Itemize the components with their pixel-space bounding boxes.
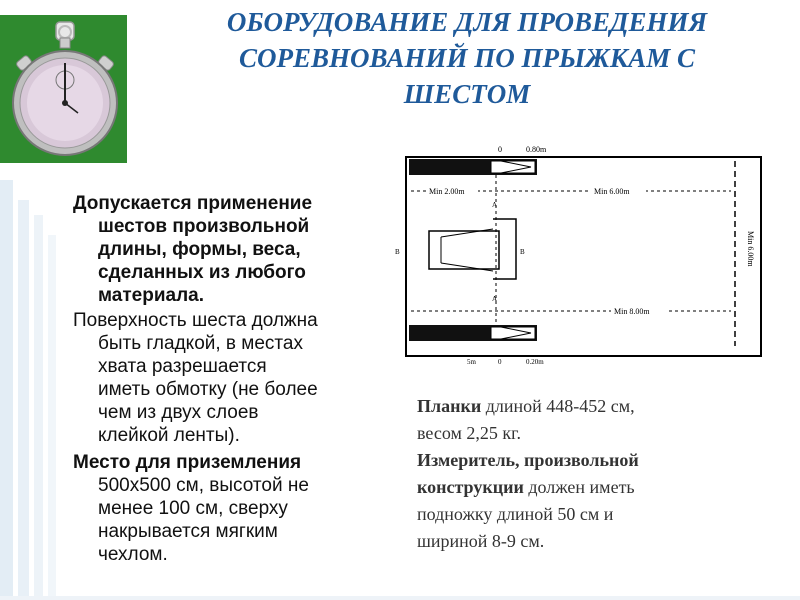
landing-lead: Место для приземления bbox=[73, 452, 302, 473]
surface-line-6: клейкой ленты). bbox=[98, 425, 240, 446]
stopwatch-icon bbox=[4, 18, 126, 164]
diagram-bottom-020: 0.20m bbox=[526, 358, 544, 366]
measurer-line-3: подножку длиной 50 см и bbox=[417, 504, 614, 524]
title-line-2: СОРЕВНОВАНИЙ ПО ПРЫЖКАМ С bbox=[238, 43, 696, 73]
measurer-line-2 bbox=[417, 474, 757, 501]
measurer-line-4: шириной 8-9 см. bbox=[417, 531, 545, 551]
measurer-term-2: конструкции bbox=[417, 477, 524, 497]
measurer-term: Измеритель, произвольной bbox=[417, 450, 639, 470]
page-title bbox=[172, 4, 762, 112]
diagram-min-left: Min 2.00m bbox=[429, 187, 465, 196]
poles-line-2: шестов произвольной bbox=[98, 216, 310, 237]
landing-line-2: менее 100 см, сверху bbox=[98, 498, 288, 519]
landing-line-3: накрывается мягким bbox=[98, 521, 278, 542]
poles-line-4: сделанных из любого bbox=[98, 262, 306, 283]
surface-line-3: хвата разрешается bbox=[98, 356, 267, 377]
crossbar-line-1 bbox=[417, 393, 757, 420]
poles-line-1: Допускается применение bbox=[73, 193, 313, 214]
crossbar-weight: весом 2,25 кг. bbox=[417, 423, 521, 443]
diagram-label-b-right: B bbox=[520, 248, 525, 256]
title-line-1: ОБОРУДОВАНИЕ ДЛЯ ПРОВЕДЕНИЯ bbox=[226, 7, 708, 37]
poles-paragraph bbox=[73, 192, 403, 307]
crossbar-length: длиной 448-452 см, bbox=[481, 396, 635, 416]
landing-paragraph bbox=[73, 451, 403, 566]
poles-line-3: длины, формы, веса, bbox=[98, 239, 301, 260]
right-text-block bbox=[417, 393, 757, 555]
measurer-rest: должен иметь bbox=[523, 477, 635, 497]
surface-line-2: быть гладкой, в местах bbox=[98, 333, 303, 354]
diagram-top-dim: 0.80m bbox=[526, 145, 547, 154]
title-line-3: ШЕСТОМ bbox=[403, 79, 531, 109]
landing-area-diagram bbox=[381, 141, 773, 368]
diagram-label-a-bottom: A bbox=[492, 295, 498, 303]
diagram-top-zero: 0 bbox=[498, 145, 502, 154]
surface-paragraph bbox=[73, 309, 403, 447]
diagram-bottom-5m: 5m bbox=[467, 358, 476, 366]
surface-line-5: чем из двух слоев bbox=[98, 402, 259, 423]
left-text-block bbox=[73, 192, 403, 566]
surface-line-1: Поверхность шеста должна bbox=[73, 310, 318, 331]
crossbar-term: Планки bbox=[417, 396, 482, 416]
poles-line-5: материала. bbox=[98, 285, 205, 306]
diagram-bottom-dim: Min 8.00m bbox=[614, 307, 650, 316]
surface-line-4: иметь обмотку (не более bbox=[98, 379, 318, 400]
diagram-label-a-top: A bbox=[492, 201, 498, 209]
landing-line-4: чехлом. bbox=[98, 544, 168, 565]
diagram-vertical-dim: Min 6.00m bbox=[746, 231, 755, 267]
diagram-label-b-left: B bbox=[395, 248, 400, 256]
diagram-bottom-zero: 0 bbox=[498, 358, 502, 366]
landing-line-1: 500х500 см, высотой не bbox=[98, 475, 309, 496]
diagram-min-right: Min 6.00m bbox=[594, 187, 630, 196]
